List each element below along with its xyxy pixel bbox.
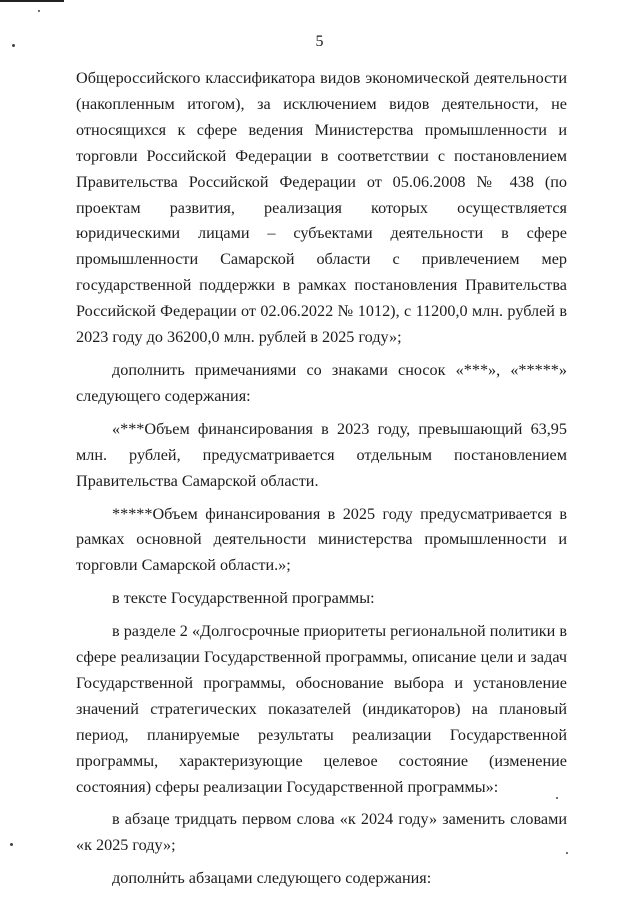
document-body [76, 66, 567, 892]
paragraph-section-2: в разделе 2 «Долгосрочные приоритеты региональной политики в сфере реализации Государственной программы, описание цели и задач Государственной программы, обоснование выбора и установление значений стратегических показателей (индикаторов) на плановый период, планируемые результаты реализации Государственной программы, характеризующие целевое состояние (изменение состояния) сферы реализации Государственной программы»: [76, 622, 567, 796]
scan-speck [38, 10, 40, 12]
scan-edge-line [0, 0, 64, 2]
page-number: 5 [315, 33, 324, 50]
paragraph-classifier-continuation: Общероссийского классификатора видов экономической деятельности (накопленным итогом), за исключением видов деятельности, не относящихся к сфере ведения Министерства промышленности и торговли Российской Федерации в соответствии с постановлением Правительства Российской Федерации от 05.06.2008 № 438 (по проектам развития, реализация которых осуществляется юридическими лицами – субъектами деятельности в сфере промышленности Самарской области с привлечением мер государственной поддержки в рамках постановления Правительства Российской Федерации от 02.06.2022 № 1012), с 11200,0 млн. рублей в 2023 году до 36200,0 млн. рублей в 2025 году»; [76, 69, 567, 347]
paragraph-replace-words: в абзаце тридцать первом слова «к 2024 году» заменить словами «к 2025 году»; [76, 810, 567, 855]
paragraph-program-text: в тексте Государственной программы: [112, 589, 375, 608]
scan-speck [10, 843, 13, 846]
paragraph-add-notes: дополнить примечаниями со знаками сносок «***», «*****» следующего содержания: [76, 360, 567, 405]
paragraph-note-five-stars: *****Объем финансирования в 2025 году предусматривается в рамках основной деятельности министерства промышленности и торговли Самарской области.»; [76, 504, 567, 575]
paragraph-note-three-stars: «***Объем финансирования в 2023 году, превышающий 63,95 млн. рублей, предусматривается отдельным постановлением Правительства Самарской области. [76, 419, 567, 490]
paragraph-add-paragraphs: дополнить абзацами следующего содержания: [112, 869, 432, 888]
